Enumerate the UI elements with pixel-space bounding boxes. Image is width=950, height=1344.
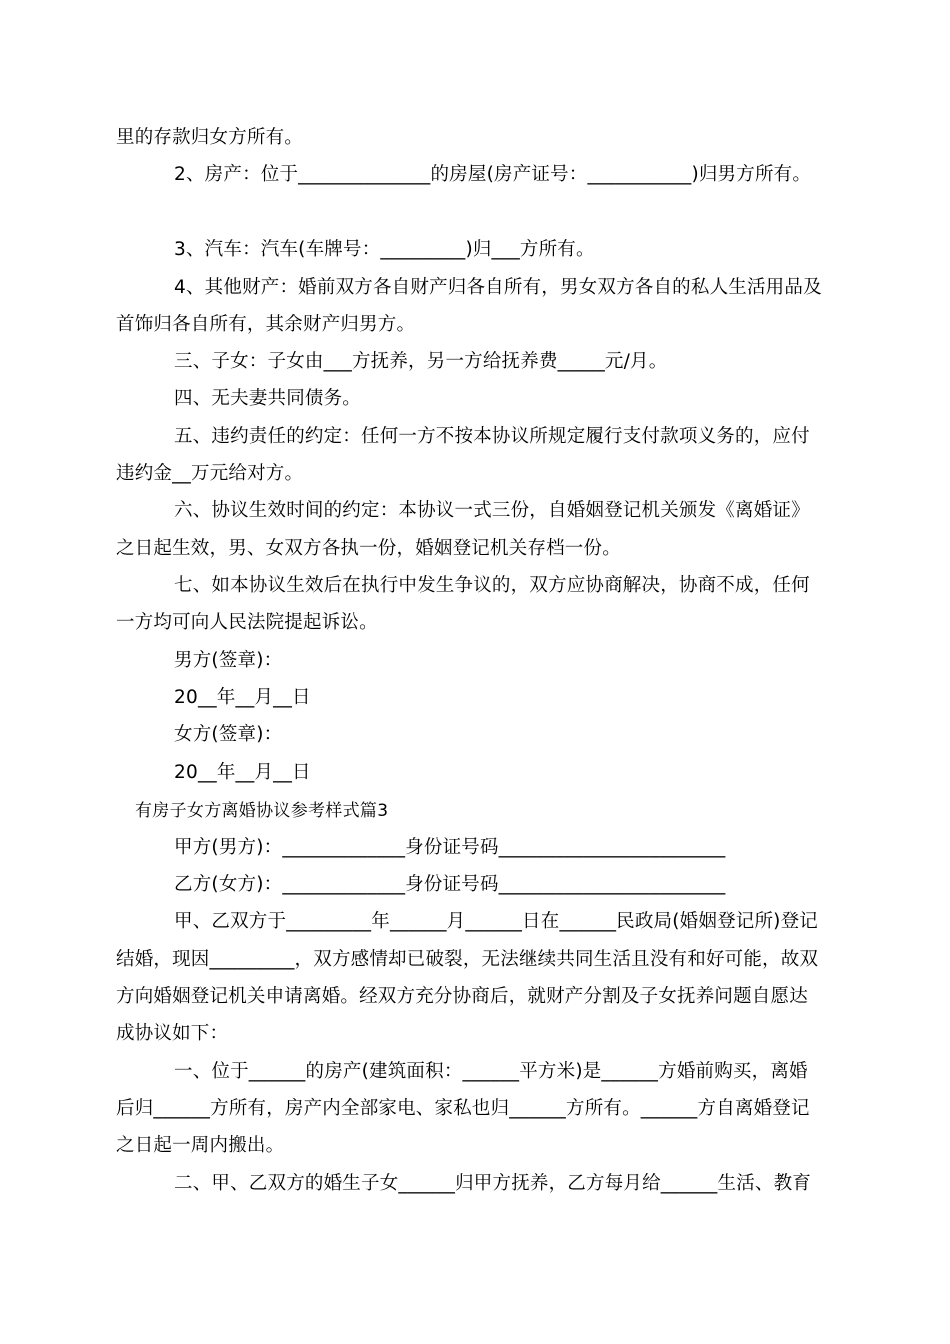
- text-line: 二、甲、乙双方的婚生子女______归甲方抚养，乙方每月给______生活、教育: [174, 1173, 812, 1194]
- text-line: 首饰归各自所有，其余财产归男方。: [116, 314, 416, 335]
- signature-label: 女方(签章)：: [174, 724, 283, 745]
- text-line: 甲、乙双方于_________年______月______日在______民政局(婚姻登记所)登记: [174, 911, 818, 932]
- text-line: 六、协议生效时间的约定：本协议一式三份，自婚姻登记机关颁发《离婚证》: [174, 500, 810, 521]
- date-line: 20__年__月__日: [174, 762, 311, 783]
- text-line: 乙方(女方)：_____________身份证号码________________________: [174, 874, 726, 895]
- text-line: 违约金__万元给对方。: [116, 463, 304, 484]
- text-line: 五、违约责任的约定：任何一方不按本协议所规定履行支付款项义务的，应付: [174, 426, 810, 447]
- text-line: 之日起一周内搬出。: [116, 1135, 285, 1156]
- text-line: 方向婚姻登记机关申请离婚。经双方充分协商后，就财产分割及子女抚养问题自愿达: [116, 986, 808, 1007]
- text-line: 结婚，现因_________，双方感情却已破裂，无法继续共同生活且没有和好可能，故双: [116, 949, 819, 970]
- text-line: 甲方(男方)：_____________身份证号码________________________: [174, 837, 726, 858]
- text-line: 之日起生效，男、女双方各执一份，婚姻登记机关存档一份。: [116, 538, 621, 559]
- text-line: 4、其他财产：婚前双方各自财产归各自所有，男女双方各自的私人生活用品及: [174, 277, 822, 298]
- section-title: 有房子女方离婚协议参考样式篇3: [135, 801, 389, 821]
- text-line: 一方均可向人民法院提起诉讼。: [116, 612, 378, 633]
- date-line: 20__年__月__日: [174, 687, 311, 708]
- text-line: 成协议如下：: [116, 1023, 229, 1044]
- text-line: 四、无夫妻共同债务。: [174, 388, 362, 409]
- text-line: 三、子女：子女由___方抚养，另一方给抚养费_____元/月。: [174, 351, 668, 372]
- text-line: 2、房产：位于______________的房屋(房产证号：___________)归男方所有。: [174, 164, 812, 185]
- text-line: 里的存款归女方所有。: [116, 127, 304, 148]
- signature-label: 男方(签章)：: [174, 650, 283, 671]
- text-line: 七、如本协议生效后在执行中发生争议的，双方应协商解决，协商不成，任何: [174, 575, 810, 596]
- text-line: 3、汽车：汽车(车牌号：_________)归___方所有。: [174, 239, 595, 260]
- text-line: 一、位于______的房产(建筑面积：______平方米)是______方婚前购买，离婚: [174, 1061, 808, 1082]
- text-line: 后归______方所有，房产内全部家电、家私也归______方所有。______方自离婚登记: [116, 1098, 810, 1119]
